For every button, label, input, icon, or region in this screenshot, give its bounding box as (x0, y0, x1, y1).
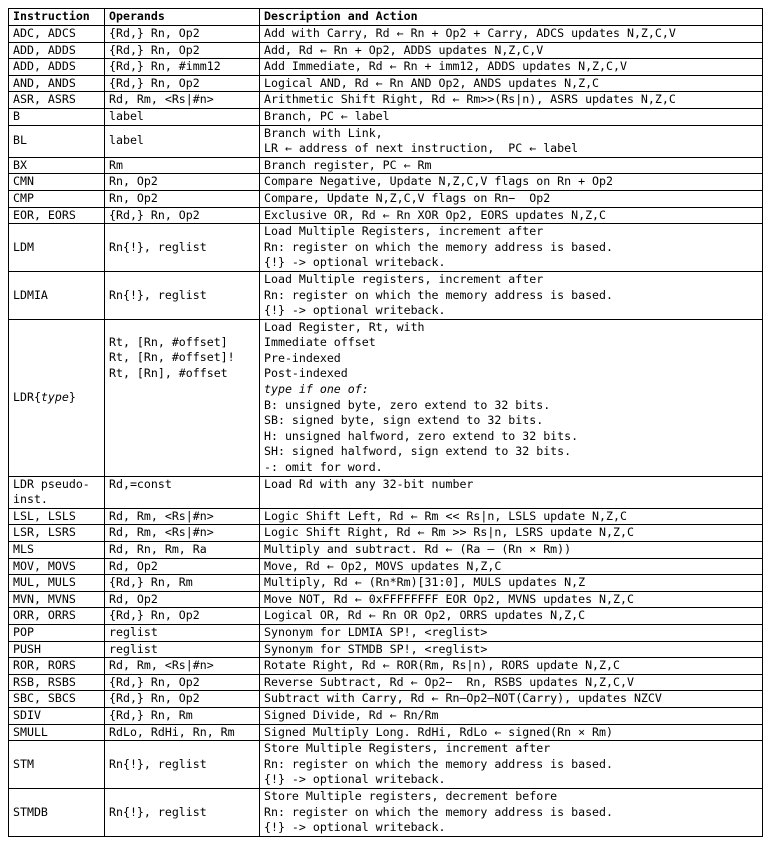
table-row (9, 542, 763, 559)
description-line: Branch with Link, (264, 125, 383, 140)
instruction-cell (9, 108, 105, 125)
operands-cell (105, 591, 260, 608)
instruction-cell (9, 741, 105, 789)
instruction-cell (9, 624, 105, 641)
table-row (9, 575, 763, 592)
description-line: Add, Rd ← Rn + Op2, ADDS updates N,Z,C,V (264, 42, 544, 57)
operands-cell (105, 641, 260, 658)
instruction-cell (9, 558, 105, 575)
table-row (9, 608, 763, 625)
operand-line: Rd, Rn, Rm, Ra (109, 542, 207, 556)
instruction-mnemonic: ASR, ASRS (13, 92, 76, 107)
operand-line: {Rd,} Rn, #imm12 (109, 59, 221, 74)
description-cell (260, 108, 763, 125)
instruction-cell (9, 59, 105, 76)
description-line: SB: signed byte, sign extend to 32 bits. (264, 413, 544, 428)
operand-line: Rd, Op2 (109, 558, 158, 573)
operands-cell (105, 271, 260, 319)
description-line: Compare, Update N,Z,C,V flags on Rn− Op2 (264, 190, 551, 205)
instruction-cell (9, 542, 105, 559)
table-row (9, 26, 763, 43)
operand-line: {Rd,} Rn, Op2 (109, 75, 200, 90)
description-cell (260, 75, 763, 92)
description-line: Reverse Subtract, Rd ← Op2− Rn, RSBS updates N,Z,C,V (264, 674, 634, 689)
operand-line: Rn{!}, reglist (109, 287, 207, 302)
instruction-cell (9, 26, 105, 43)
description-line: Move NOT, Rd ← 0xFFFFFFFF EOR Op2, MVNS updates N,Z,C (264, 591, 634, 606)
instruction-cell (9, 174, 105, 191)
description-cell (260, 319, 763, 476)
instruction-mnemonic: PUSH (13, 641, 41, 656)
instruction-mnemonic: CMN (13, 174, 34, 189)
instruction-cell (9, 674, 105, 691)
instruction-cell (9, 319, 105, 476)
description-line: Arithmetic Shift Right, Rd ← Rm>>(Rs|n), ASRS updates N,Z,C (264, 92, 676, 107)
operands-cell (105, 558, 260, 575)
description-cell (260, 174, 763, 191)
table-row (9, 624, 763, 641)
operand-line: Rd, Rm, <Rs|#n> (109, 525, 214, 540)
operand-line: reglist (109, 624, 158, 639)
operand-line: {Rd,} Rn, Op2 (109, 26, 200, 40)
operand-line: {Rd,} Rn, Op2 (109, 691, 200, 706)
operand-line: Rn, Op2 (109, 174, 158, 189)
instruction-mnemonic: STMDB (13, 804, 48, 819)
operands-cell (105, 542, 260, 559)
operand-line: label (109, 108, 144, 123)
instruction-mnemonic: LDMIA (13, 287, 48, 302)
description-cell (260, 691, 763, 708)
description-line: Post-indexed (264, 366, 348, 381)
description-cell (260, 125, 763, 157)
operands-cell (105, 741, 260, 789)
description-line: Subtract with Carry, Rd ← Rn–Op2–NOT(Carry), updates NZCV (264, 691, 662, 706)
description-line: Store Multiple registers, decrement before (264, 788, 558, 803)
instruction-cell (9, 575, 105, 592)
instruction-mnemonic: AND, ANDS (13, 75, 76, 90)
description-line: Logic Shift Left, Rd ← Rm << Rs|n, LSLS update N,Z,C (264, 508, 627, 523)
description-line: Rn: register on which the memory address is based. (264, 804, 614, 819)
operand-line: Rt, [Rn, #offset]! (109, 350, 235, 365)
header-description: Description and Action (260, 9, 763, 26)
instruction-mnemonic: MLS (13, 542, 34, 556)
instruction-cell (9, 125, 105, 157)
description-cell (260, 92, 763, 109)
instruction-mnemonic: BL (13, 133, 27, 148)
description-cell (260, 542, 763, 559)
instruction-mnemonic: CMP (13, 190, 34, 205)
description-cell (260, 641, 763, 658)
instruction-mnemonic: LSL, LSLS (13, 508, 76, 523)
instruction-cell (9, 508, 105, 525)
instruction-cell (9, 92, 105, 109)
operands-cell (105, 674, 260, 691)
description-line: Immediate offset (264, 335, 376, 350)
table-row (9, 641, 763, 658)
operand-line: Rn{!}, reglist (109, 239, 207, 254)
instruction-cell (9, 641, 105, 658)
instruction-mnemonic: ADC, ADCS (13, 26, 76, 40)
description-cell (260, 224, 763, 272)
description-line: Pre-indexed (264, 350, 341, 365)
table-body (9, 26, 763, 837)
table-row (9, 108, 763, 125)
description-line: Logic Shift Right, Rd ← Rm >> Rs|n, LSRS update N,Z,C (264, 525, 634, 540)
description-line: Add with Carry, Rd ← Rn + Op2 + Carry, ADCS updates N,Z,C,V (264, 26, 676, 40)
table-row (9, 724, 763, 741)
description-cell (260, 190, 763, 207)
description-line: SH: signed halfword, sign extend to 32 bits. (264, 444, 572, 459)
operand-line: Rn{!}, reglist (109, 756, 207, 771)
description-line: type if one of: (264, 382, 369, 397)
instruction-cell (9, 658, 105, 675)
table-row (9, 207, 763, 224)
table-row (9, 59, 763, 76)
description-line: Logical AND, Rd ← Rn AND Op2, ANDS updates N,Z,C (264, 75, 600, 90)
description-line: Multiply and subtract. Rd ← (Ra – (Rn × Rm)) (264, 542, 572, 556)
table-row (9, 42, 763, 59)
instruction-cell (9, 271, 105, 319)
description-line: {!} -> optional writeback. (264, 772, 446, 787)
operands-cell (105, 724, 260, 741)
description-line: LR ← address of next instruction, PC ← label (264, 141, 579, 156)
description-line: Load Multiple Registers, increment after (264, 224, 544, 239)
description-line: -: omit for word. (264, 460, 383, 475)
operand-line: {Rd,} Rn, Rm (109, 707, 193, 722)
description-cell (260, 558, 763, 575)
table-row (9, 508, 763, 525)
instruction-cell (9, 157, 105, 174)
table-row (9, 525, 763, 542)
instruction-cell (9, 691, 105, 708)
operands-cell (105, 207, 260, 224)
instruction-mnemonic: SDIV (13, 707, 41, 722)
description-line: Signed Multiply Long. RdHi, RdLo ← signed(Rn × Rm) (264, 724, 614, 739)
description-cell (260, 207, 763, 224)
operand-line: Rd,=const (109, 476, 172, 491)
table-row (9, 674, 763, 691)
operands-cell (105, 108, 260, 125)
instruction-mnemonic: ROR, RORS (13, 658, 76, 673)
instruction-mnemonic: ADD, ADDS (13, 42, 76, 57)
description-line: {!} -> optional writeback. (264, 820, 446, 835)
description-line: Load Rd with any 32-bit number (264, 476, 474, 491)
operands-cell (105, 658, 260, 675)
operands-cell (105, 691, 260, 708)
description-line: Rn: register on which the memory address is based. (264, 239, 614, 254)
description-cell (260, 707, 763, 724)
instruction-mnemonic: MUL, MULS (13, 575, 76, 590)
description-line: Logical OR, Rd ← Rn OR Op2, ORRS updates N,Z,C (264, 608, 586, 623)
description-cell (260, 525, 763, 542)
table-row (9, 174, 763, 191)
header-row (9, 9, 763, 26)
table-row (9, 788, 763, 836)
instruction-mnemonic: LDR{type} (13, 389, 76, 404)
table-row (9, 75, 763, 92)
table-row (9, 319, 763, 476)
description-cell (260, 741, 763, 789)
instruction-mnemonic: SMULL (13, 724, 48, 739)
description-line: Synonym for STMDB SP!, <reglist> (264, 641, 488, 656)
operand-line: Rm (109, 157, 123, 172)
description-cell (260, 724, 763, 741)
description-cell (260, 608, 763, 625)
operands-cell (105, 624, 260, 641)
description-line: Rotate Right, Rd ← ROR(Rm, Rs|n), RORS update N,Z,C (264, 658, 620, 673)
table-row (9, 707, 763, 724)
description-cell (260, 591, 763, 608)
instruction-mnemonic: LSR, LSRS (13, 525, 76, 540)
operand-line: reglist (109, 641, 158, 656)
description-line: Signed Divide, Rd ← Rn/Rm (264, 707, 439, 722)
description-line: Move, Rd ← Op2, MOVS updates N,Z,C (264, 558, 502, 573)
description-line: Exclusive OR, Rd ← Rn XOR Op2, EORS updates N,Z,C (264, 207, 607, 222)
operands-cell (105, 525, 260, 542)
table-row (9, 658, 763, 675)
operand-line: label (109, 133, 144, 148)
operand-line: Rd, Rm, <Rs|#n> (109, 508, 214, 523)
table-row (9, 125, 763, 157)
operands-cell (105, 319, 260, 476)
table-row (9, 92, 763, 109)
table-row (9, 476, 763, 508)
operand-line: Rt, [Rn, #offset] (109, 334, 228, 349)
description-line: Compare Negative, Update N,Z,C,V flags on Rn + Op2 (264, 174, 614, 189)
description-line: Store Multiple Registers, increment after (264, 741, 551, 756)
operands-cell (105, 190, 260, 207)
operand-line: Rd, Rm, <Rs|#n> (109, 658, 214, 673)
operand-line: RdLo, RdHi, Rn, Rm (109, 724, 235, 739)
description-line: B: unsigned byte, zero extend to 32 bits. (264, 397, 551, 412)
description-line: Branch, PC ← label (264, 108, 390, 123)
instruction-cell (9, 788, 105, 836)
instruction-cell (9, 224, 105, 272)
instruction-mnemonic: POP (13, 624, 34, 639)
description-cell (260, 157, 763, 174)
instruction-table (8, 8, 763, 837)
instruction-cell (9, 525, 105, 542)
operand-line: Rt, [Rn], #offset (109, 365, 228, 380)
operands-cell (105, 42, 260, 59)
description-line: {!} -> optional writeback. (264, 303, 446, 318)
header-instruction: Instruction (9, 9, 105, 26)
description-cell (260, 271, 763, 319)
operand-line: {Rd,} Rn, Op2 (109, 674, 200, 689)
description-cell (260, 26, 763, 43)
description-line: Load Register, Rt, with (264, 319, 425, 334)
description-cell (260, 788, 763, 836)
operands-cell (105, 59, 260, 76)
table-row (9, 558, 763, 575)
table-row (9, 591, 763, 608)
instruction-cell (9, 190, 105, 207)
description-line: Load Multiple registers, increment after (264, 271, 544, 286)
operand-line: {Rd,} Rn, Op2 (109, 42, 200, 57)
description-line: Synonym for LDMIA SP!, <reglist> (264, 624, 488, 639)
operand-line: Rd, Op2 (109, 591, 158, 606)
instruction-mnemonic: STM (13, 756, 34, 771)
instruction-cell (9, 724, 105, 741)
instruction-mnemonic: B (13, 108, 20, 123)
description-line: Multiply, Rd ← (Rn*Rm)[31:0], MULS updates N,Z (264, 575, 586, 590)
operands-cell (105, 508, 260, 525)
instruction-cell (9, 476, 105, 508)
instruction-cell (9, 608, 105, 625)
instruction-mnemonic: MVN, MVNS (13, 591, 76, 606)
description-line: Branch register, PC ← Rm (264, 157, 432, 172)
operands-cell (105, 125, 260, 157)
instruction-cell (9, 707, 105, 724)
instruction-cell (9, 591, 105, 608)
operand-line: {Rd,} Rn, Rm (109, 575, 193, 590)
description-cell (260, 59, 763, 76)
operand-line: {Rd,} Rn, Op2 (109, 207, 200, 222)
table-row (9, 271, 763, 319)
operands-cell (105, 707, 260, 724)
description-line: H: unsigned halfword, zero extend to 32 bits. (264, 428, 579, 443)
operands-cell (105, 157, 260, 174)
operands-cell (105, 575, 260, 592)
operands-cell (105, 75, 260, 92)
instruction-mnemonic: ADD, ADDS (13, 59, 76, 74)
instruction-mnemonic: BX (13, 157, 27, 172)
instruction-mnemonic: LDR pseudo-inst. (13, 476, 90, 507)
description-line: Rn: register on which the memory address is based. (264, 287, 614, 302)
header-operands: Operands (105, 9, 260, 26)
operands-cell (105, 224, 260, 272)
description-cell (260, 508, 763, 525)
instruction-mnemonic: RSB, RSBS (13, 674, 76, 689)
table-row (9, 157, 763, 174)
instruction-mnemonic: ORR, ORRS (13, 608, 76, 623)
instruction-cell (9, 42, 105, 59)
operands-cell (105, 788, 260, 836)
operand-line: {Rd,} Rn, Op2 (109, 608, 200, 623)
description-line: Rn: register on which the memory address is based. (264, 756, 614, 771)
instruction-mnemonic: LDM (13, 239, 34, 254)
description-cell (260, 575, 763, 592)
operands-cell (105, 608, 260, 625)
description-cell (260, 624, 763, 641)
operands-cell (105, 174, 260, 191)
instruction-cell (9, 75, 105, 92)
instruction-mnemonic: SBC, SBCS (13, 691, 76, 706)
operand-line: Rn, Op2 (109, 190, 158, 205)
description-line: Add Immediate, Rd ← Rn + imm12, ADDS updates N,Z,C,V (264, 59, 627, 74)
operand-line: Rd, Rm, <Rs|#n> (109, 92, 214, 107)
table-row (9, 741, 763, 789)
description-cell (260, 674, 763, 691)
table-row (9, 190, 763, 207)
instruction-cell (9, 207, 105, 224)
operand-line: Rn{!}, reglist (109, 804, 207, 819)
table-row (9, 691, 763, 708)
instruction-mnemonic: MOV, MOVS (13, 558, 76, 573)
operands-cell (105, 476, 260, 508)
table-row (9, 224, 763, 272)
operands-cell (105, 92, 260, 109)
description-cell (260, 476, 763, 508)
instruction-mnemonic: EOR, EORS (13, 207, 76, 222)
description-cell (260, 658, 763, 675)
description-line: {!} -> optional writeback. (264, 255, 446, 270)
operands-cell (105, 26, 260, 43)
description-cell (260, 42, 763, 59)
